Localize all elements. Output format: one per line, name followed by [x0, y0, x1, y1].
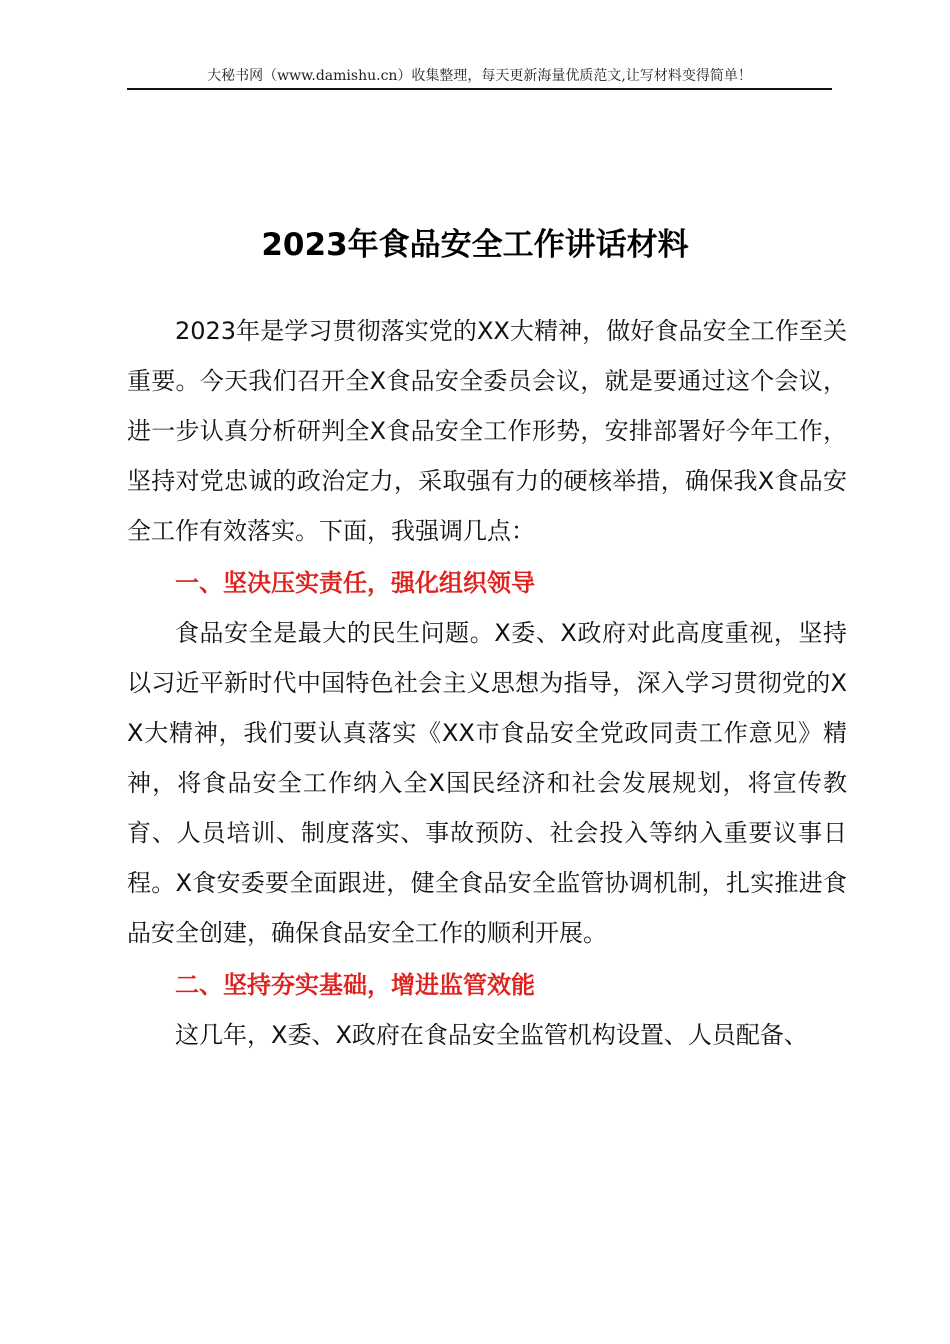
document-body	[127, 306, 847, 1060]
page-header: 大秘书网（www.damishu.cn）收集整理，每天更新海量优质范文,让写材料变得简单！	[207, 68, 752, 84]
section-1-paragraph: 食品安全是最大的民生问题。X委、X政府对此高度重视，坚持以习近平新时代中国特色社会主义思想为指导，深入学习贯彻党的XX大精神，我们要认真落实《XX市食品安全党政同责工作意见》精神，将食品安全工作纳入全X国民经济和社会发展规划，将宣传教育、人员培训、制度落实、事故预防、社会投入等纳入重要议事日程。X食安委要全面跟进，健全食品安全监管协调机制，扎实推进食品安全创建，确保食品安全工作的顺利开展。	[127, 619, 847, 947]
document-title: 2023年食品安全工作讲话材料	[261, 227, 689, 263]
section-1-heading: 一、坚决压实责任，强化组织领导	[175, 569, 535, 597]
section-2-paragraph: 这几年，X委、X政府在食品安全监管机构设置、人员配备、	[175, 1021, 808, 1049]
header-divider	[127, 88, 832, 90]
intro-paragraph: 2023年是学习贯彻落实党的XX大精神，做好食品安全工作至关重要。今天我们召开全X食品安全委员会议，就是要通过这个会议，进一步认真分析研判全X食品安全工作形势，安排部署好今年工作，坚持对党忠诚的政治定力，采取强有力的硬核举措，确保我X食品安全工作有效落实。下面，我强调几点：	[127, 317, 847, 545]
section-2-heading: 二、坚持夯实基础，增进监管效能	[175, 971, 535, 999]
